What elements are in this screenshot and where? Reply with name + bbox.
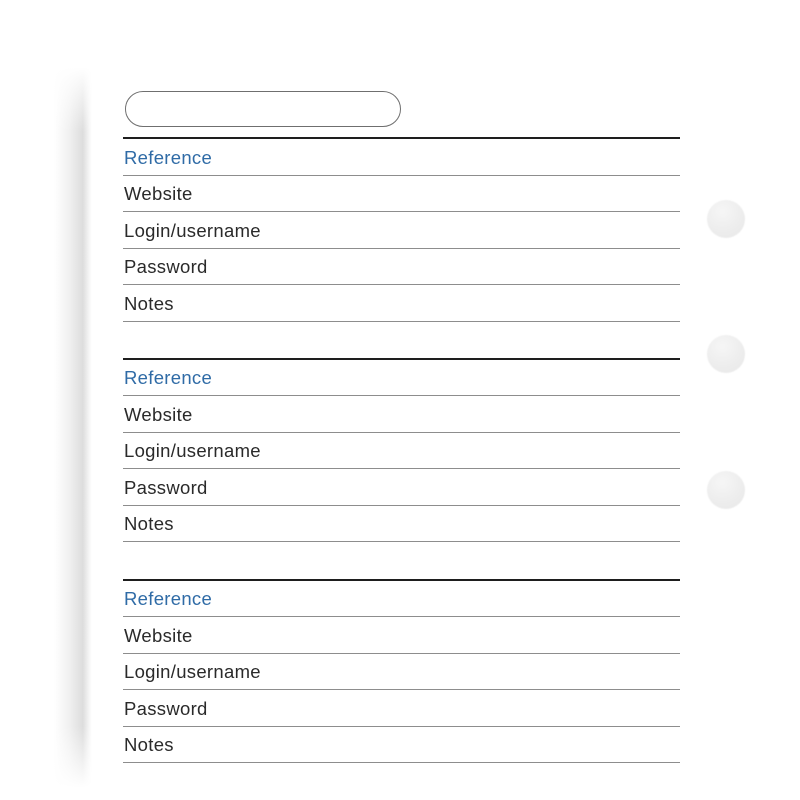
- field-row-website: [123, 176, 680, 213]
- punch-hole-2: [707, 335, 745, 373]
- login-username-label: Login/username: [124, 440, 261, 462]
- field-row-login-username: [123, 654, 680, 691]
- field-row-password: [123, 249, 680, 286]
- website-label: Website: [124, 403, 193, 425]
- website-label: Website: [124, 624, 193, 646]
- field-row-reference: [123, 360, 680, 397]
- field-row-notes: [123, 285, 680, 322]
- page-edge-shadow: [54, 62, 92, 790]
- field-row-reference: [123, 581, 680, 618]
- password-label: Password: [124, 697, 208, 719]
- reference-label: Reference: [124, 588, 213, 610]
- field-row-reference: [123, 139, 680, 176]
- title-pill: [125, 91, 401, 127]
- login-username-label: Login/username: [124, 661, 261, 683]
- field-row-password: [123, 469, 680, 506]
- login-username-label: Login/username: [124, 219, 261, 241]
- field-row-notes: [123, 727, 680, 764]
- entry-section-1: [123, 137, 680, 322]
- notes-label: Notes: [124, 513, 174, 535]
- password-label: Password: [124, 476, 208, 498]
- page-edge-shadow-fade-top: [48, 56, 98, 132]
- punch-hole-1: [707, 200, 745, 238]
- field-row-website: [123, 617, 680, 654]
- field-row-password: [123, 690, 680, 727]
- reference-label: Reference: [124, 367, 213, 389]
- entry-section-2: [123, 358, 680, 543]
- password-label: Password: [124, 256, 208, 278]
- field-row-login-username: [123, 212, 680, 249]
- page-edge-shadow-fade-bottom: [48, 726, 98, 796]
- notes-label: Notes: [124, 292, 174, 314]
- field-row-notes: [123, 506, 680, 543]
- reference-label: Reference: [124, 146, 213, 168]
- punch-hole-3: [707, 471, 745, 509]
- notes-label: Notes: [124, 734, 174, 756]
- field-row-website: [123, 396, 680, 433]
- website-label: Website: [124, 183, 193, 205]
- entry-section-3: [123, 579, 680, 764]
- field-row-login-username: [123, 433, 680, 470]
